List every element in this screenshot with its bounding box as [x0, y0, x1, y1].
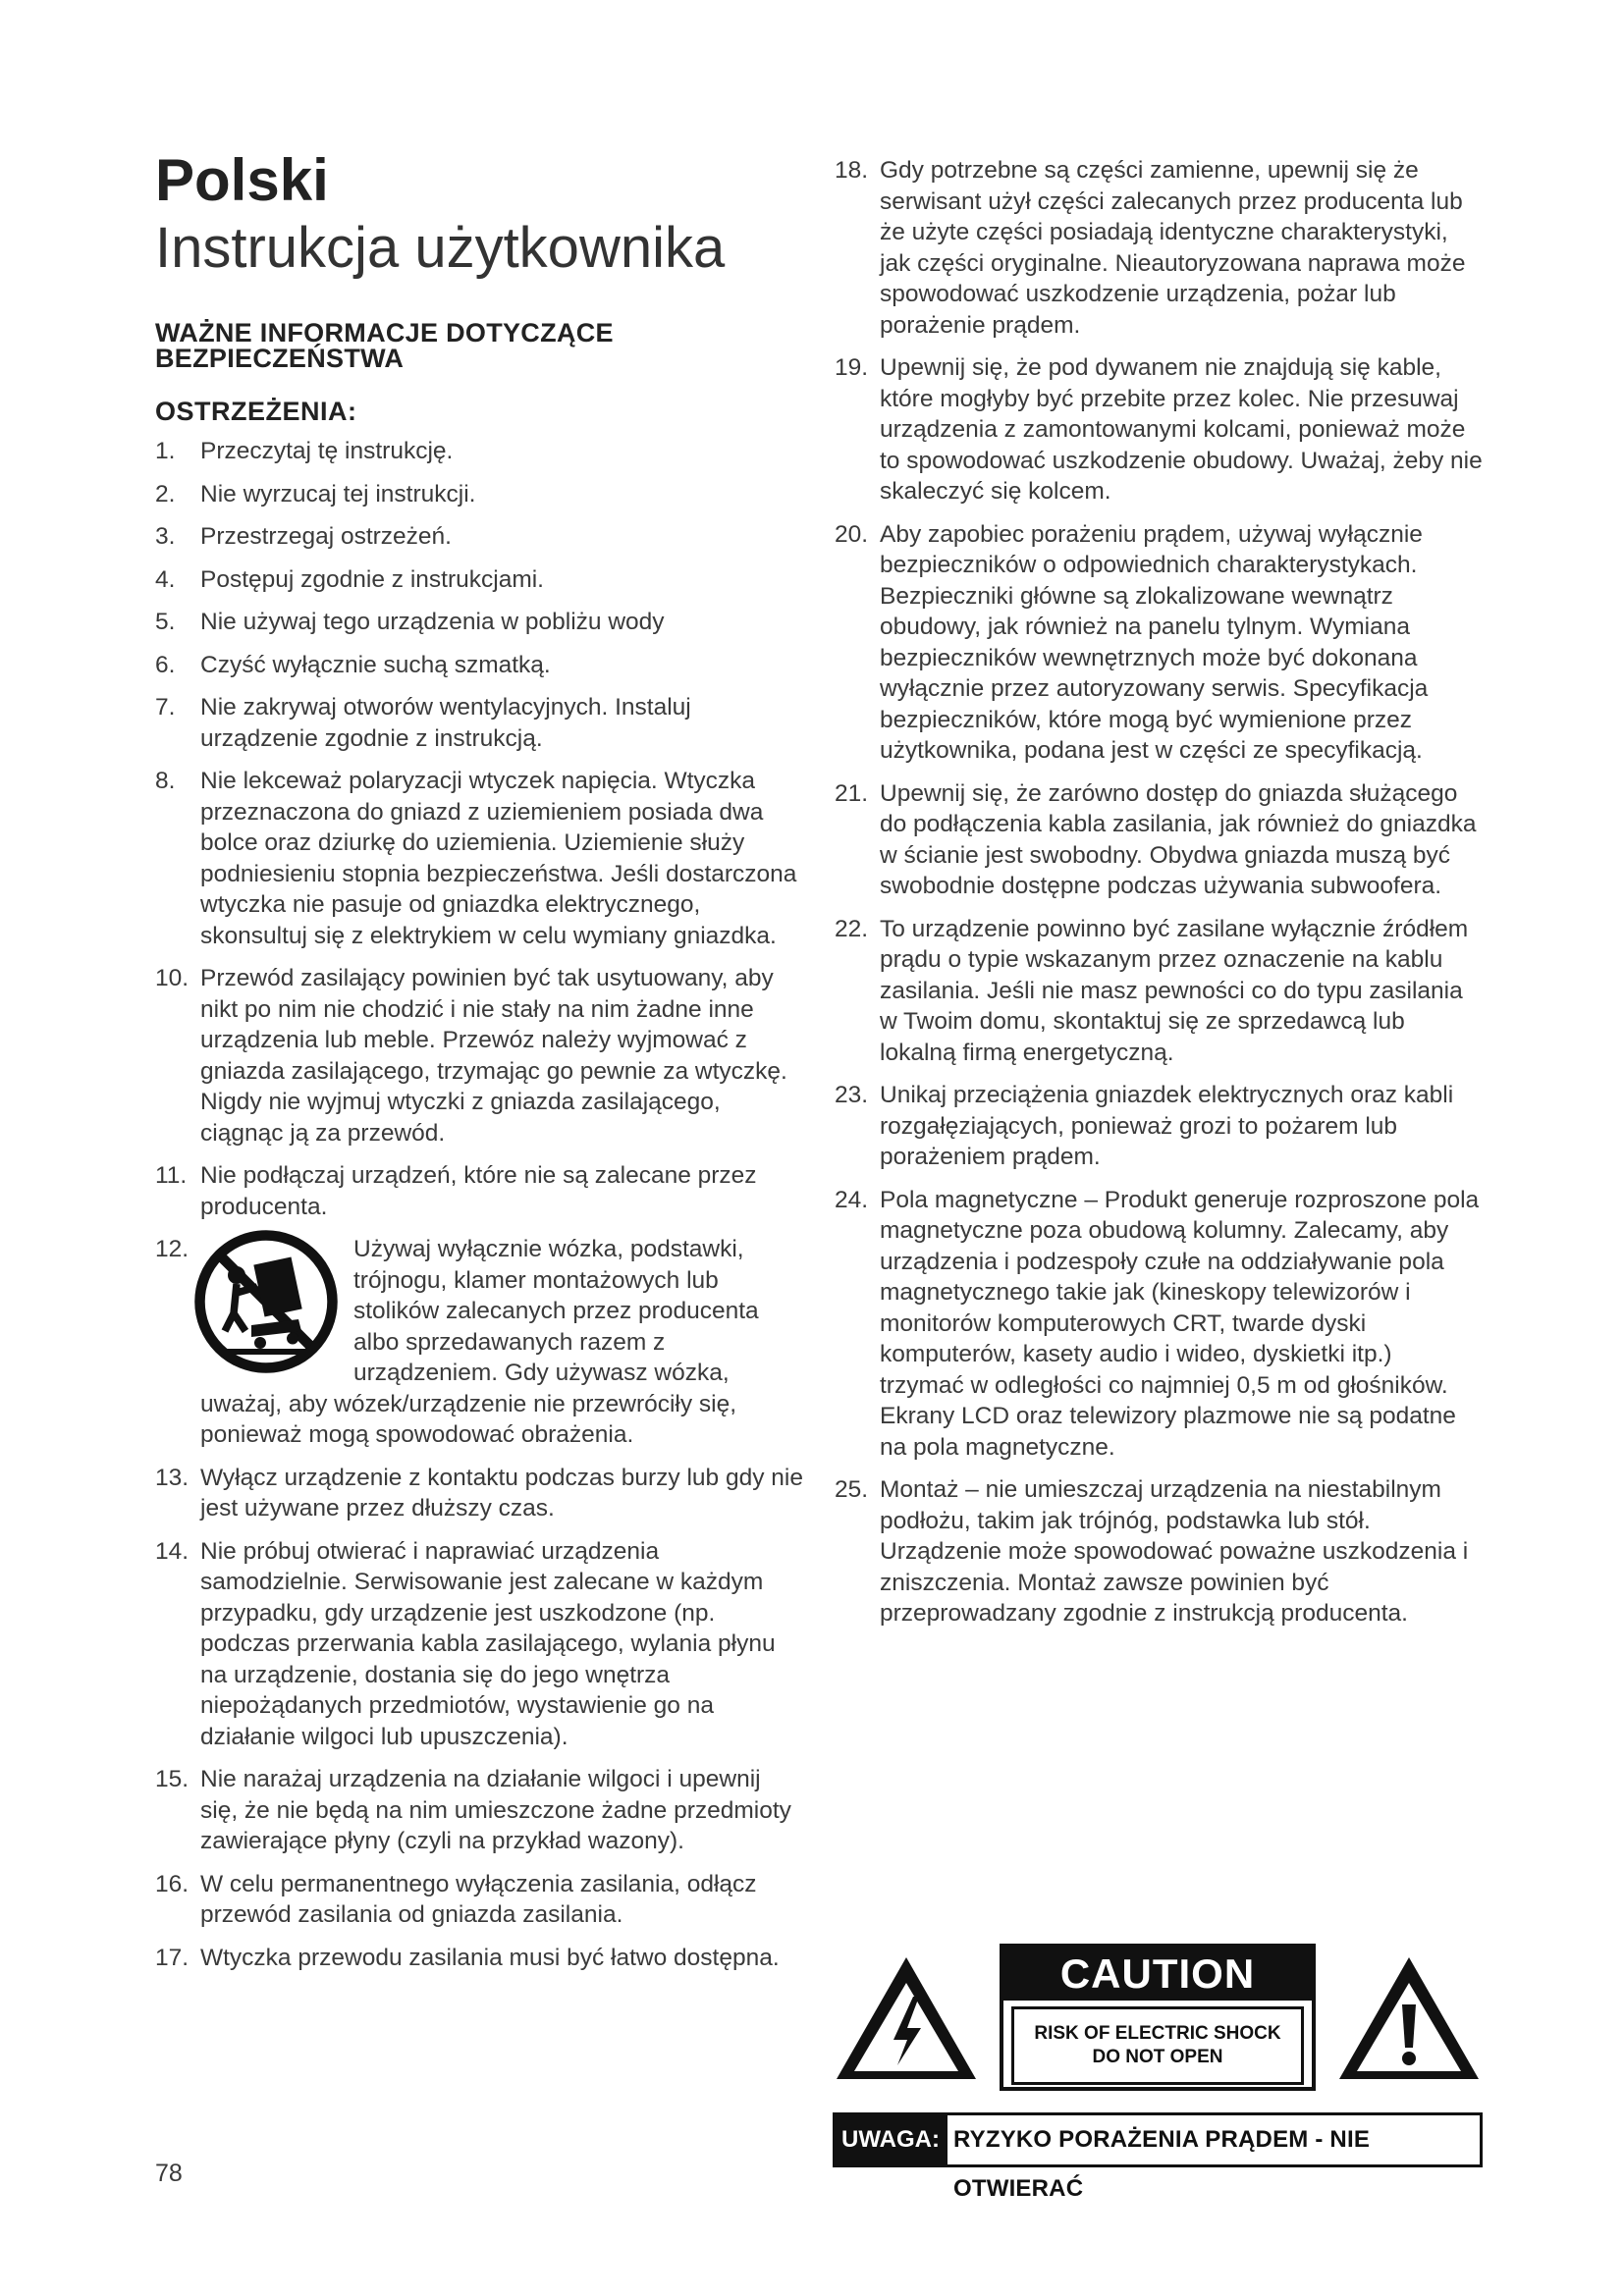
warnings-heading: OSTRZEŻENIA:	[155, 397, 357, 426]
caution-label	[833, 1944, 1483, 2202]
list-item: 18. Gdy potrzebne są części zamienne, upewnij się że serwisant użył części zalecanych przez producenta lub że użyte części posiadają identyczne charakterystyki, jak części oryginalne. Nieautoryzowana naprawa może spowodować uszkodzenie urządzenia, pożar lub porażenie prądem.	[835, 157, 1466, 339]
caution-subtext: RISK OF ELECTRIC SHOCK DO NOT OPEN	[1011, 2006, 1304, 2085]
list-item: 14. Nie próbuj otwierać i naprawiać urządzenia samodzielnie. Serwisowanie jest zalecane w każdym przypadku, gdy urządzenie jest uszkodzone (np. podczas przerwania kabla zasilającego, wylania płynu na urządzenie, dostania się do jego wnętrza niepożądanych przedmiotów, wystawienie go na działanie wilgoci lub upuszczenia).	[155, 1537, 776, 1750]
warning-bar	[833, 2112, 1483, 2202]
list-item: 4. Postępuj zgodnie z instrukcjami.	[155, 565, 544, 593]
exclamation-warning-icon	[1335, 1953, 1483, 2083]
warning-text: RYZYKO PORAŻENIA PRĄDEM - NIE OTWIERAĆ	[952, 2126, 1371, 2202]
list-item: 2. Nie wyrzucaj tej instrukcji.	[155, 480, 476, 507]
list-item: 23. Unikaj przeciążenia gniazdek elektrycznych oraz kabli rozgałęziających, ponieważ grozi to pożarem lub porażeniem prądem.	[835, 1082, 1454, 1170]
list-item: 20. Aby zapobiec porażeniu prądem, używaj wyłącznie bezpieczników o odpowiednich charakterystykach. Bezpieczniki główne są zlokalizowane wewnątrz obudowy, jak również na panelu tylnym. Wymiana bezpieczników wewnętrznych może być dokonana wyłącznie przez autoryzowany serwis. Specyfikacja bezpieczników, które mogą być wymienione przez użytkownika, podana jest w części ze specyfikacją.	[835, 520, 1429, 764]
list-item: 25. Montaż – nie umieszczaj urządzenia na niestabilnym podłożu, takim jak trójnóg, podstawka lub stół. Urządzenie może spowodować poważne uszkodzenia i zniszczenia. Montaż zawsze powinien być przeprowadzany zgodnie z instrukcją producenta.	[835, 1476, 1469, 1627]
right-column	[835, 155, 1483, 1641]
list-item: 5. Nie używaj tego urządzenia w pobliżu wody	[155, 609, 665, 635]
list-item: 1. Przeczytaj tę instrukcję.	[155, 438, 454, 464]
cart-tip-over-warning-icon	[192, 1228, 340, 1375]
list-item: 16. W celu permanentnego wyłączenia zasilania, odłącz przewód zasilania od gniazda zasilania.	[155, 1870, 757, 1928]
caution-box	[1000, 1944, 1316, 2091]
list-item: 7. Nie zakrywaj otworów wentylacyjnych. Instaluj urządzenie zgodnie z instrukcją.	[155, 694, 691, 752]
list-item: 21. Upewnij się, że zarówno dostęp do gniazda służącego do podłączenia kabla zasilania, jak również do gniazdka w ścianie jest swobodny. Obydwa gniazda muszą być swobodnie dostępne podczas używania subwoofera.	[835, 779, 1477, 899]
caution-title: CAUTION	[1003, 1948, 1312, 2001]
warnings-list-left	[155, 436, 803, 1973]
warning-label: UWAGA:	[836, 2115, 947, 2164]
list-item: 10. Przewód zasilający powinien być tak usytuowany, aby nikt po nim nie chodzić i nie stały na nim żadne inne urządzenia lub meble. Przewóz należy wyjmować z gniazda zasilającego, trzymając go pewnie za wtyczkę. Nigdy nie wyjmuj wtyczki z gniazda zasilającego, ciągnąc ją za przewód.	[155, 965, 787, 1147]
document-title: Instrukcja użytkownika	[155, 216, 726, 280]
page-number: 78	[155, 2160, 183, 2187]
list-item: 12. Używaj wyłącznie wózka, podstawki, trójnogu, klamer montażowych lub stolików zalecanych przez producenta albo sprzedawanych razem z urządzeniem. Gdy używasz wózka, uważaj, aby wózek/urządzenie nie przewróciły się, ponieważ mogą spowodować obrażenia.	[155, 1234, 803, 1451]
list-item: 3. Przestrzegaj ostrzeżeń.	[155, 523, 452, 550]
electric-shock-warning-icon	[833, 1953, 980, 2083]
list-item: 24. Pola magnetyczne – Produkt generuje rozproszone pola magnetyczne poza obudową kolumny. Zalecamy, aby urządzenia i podzespoły czułe na oddziaływanie pola magnetycznego takie jak (kineskopy telewizorów i monitorów komputerowych CRT, twarde dyski komputerów, kasety audio i wideo, dyskietki itp.) trzymać w odległości co najmniej 0,5 m od głośników. Ekrany LCD oraz telewizory plazmowe nie są podatne na pola magnetyczne.	[835, 1186, 1480, 1461]
list-item: 17. Wtyczka przewodu zasilania musi być łatwo dostępna.	[155, 1944, 780, 1971]
list-item: 6. Czyść wyłącznie suchą szmatką.	[155, 651, 551, 678]
list-item: 11. Nie podłączaj urządzeń, które nie są zalecane przez producenta.	[155, 1162, 757, 1220]
list-item: 22. To urządzenie powinno być zasilane wyłącznie źródłem prądu o typie wskazanym przez oznaczenie na kablu zasilania. Jeśli nie masz pewności co do typu zasilania w Twoim domu, skontaktuj się ze sprzedawcą lub lokalną firmą energetyczną.	[835, 915, 1469, 1066]
list-item: 15. Nie narażaj urządzenia na działanie wilgoci i upewnij się, że nie będą na nim umieszczone żadne przedmioty zawierające płyny (czyli na przykład wazony).	[155, 1766, 791, 1854]
warnings-list-right	[835, 155, 1483, 1629]
list-item: 13. Wyłącz urządzenie z kontaktu podczas burzy lub gdy nie jest używane przez dłuższy czas.	[155, 1464, 803, 1522]
list-item: 19. Upewnij się, że pod dywanem nie znajdują się kable, które mogłyby być przebite przez kolec. Nie przesuwaj urządzenia z zamontowanymi kolcami, ponieważ może to spowodować uszkodzenie obudowy. Uważaj, żeby nie skaleczyć się kolcem.	[835, 354, 1483, 505]
list-item: 8. Nie lekceważ polaryzacji wtyczek napięcia. Wtyczka przeznaczona do gniazd z uziemieniem posiada dwa bolce oraz dziurkę do uziemienia. Uziemienie służy podniesieniu stopnia bezpieczeństwa. Jeśli dostarczona wtyczka nie pasuje od gniazdka elektrycznego, skonsultuj się z elektrykiem w celu wymiany gniazdka.	[155, 768, 797, 949]
left-column	[155, 147, 803, 1985]
language-heading: Polski	[155, 147, 329, 213]
section-heading: WAŻNE INFORMACJE DOTYCZĄCE BEZPIECZEŃSTWA	[155, 318, 614, 373]
